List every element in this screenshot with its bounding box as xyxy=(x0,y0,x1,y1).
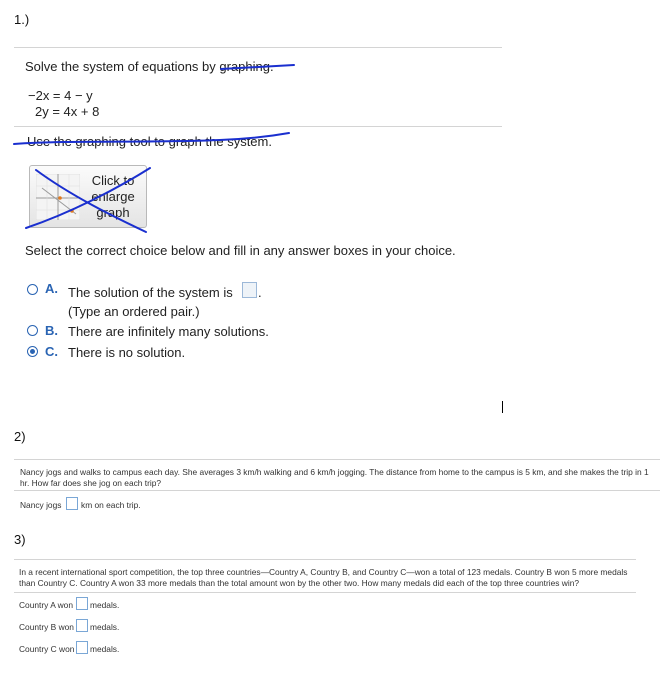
country-a-medals-input[interactable] xyxy=(76,597,88,610)
choice-b-letter: B. xyxy=(45,323,58,338)
equation-1: −2x = 4 − y xyxy=(28,88,93,103)
country-c-medals-input[interactable] xyxy=(76,641,88,654)
strike-tool-instruction-scribble xyxy=(14,133,289,144)
select-choice-prompt: Select the correct choice below and fill in any answer boxes in your choice. xyxy=(25,243,456,258)
choice-c-text: There is no solution. xyxy=(68,345,186,360)
choice-b-text: There are infinitely many solutions. xyxy=(68,324,269,339)
question-2-answer-suffix: km on each trip. xyxy=(81,500,141,510)
question-3-number: 3) xyxy=(14,532,26,547)
choice-c-letter: C. xyxy=(45,344,58,359)
country-c-label: Country C won xyxy=(19,644,75,654)
divider xyxy=(14,490,660,491)
graphing-tool-instruction: Use the graphing tool to graph the system. xyxy=(27,134,272,149)
country-a-suffix: medals. xyxy=(90,600,120,610)
choice-a-hint: (Type an ordered pair.) xyxy=(68,304,200,319)
country-b-label: Country B won xyxy=(19,622,74,632)
equation-2: 2y = 4x + 8 xyxy=(35,104,100,119)
question-2-text: Nancy jogs and walks to campus each day. She averages 3 km/h walking and 6 km/h jogging. The distance from home to the campus is 5 km, and she makes the trip in 1 hr. How far does she jog on each trip? xyxy=(20,467,649,488)
instruction-prefix: Solve the system of equations by xyxy=(25,59,220,74)
instruction-struck-word: graphing. xyxy=(219,59,274,74)
enlarge-graph-label: Click to enlarge graph xyxy=(91,173,135,220)
question-3-text: In a recent international sport competition, the top three countries—Country A, Country B, and Country C—won a total of 123 medals. Country B won 5 more medals than Country C. Country A won 33 more medals than the total amount won by the other two. How many medals did each of the top three countries win? xyxy=(19,567,628,588)
country-a-label: Country A won xyxy=(19,600,74,610)
divider xyxy=(14,459,660,460)
country-c-suffix: medals. xyxy=(90,644,120,654)
strike-graphing-scribble xyxy=(221,65,294,69)
jog-distance-input[interactable] xyxy=(66,497,78,510)
divider xyxy=(14,559,636,560)
choice-a-text: The solution of the system is xyxy=(68,285,233,300)
choice-a-period: . xyxy=(258,285,262,300)
choice-a-letter: A. xyxy=(45,281,58,296)
question-2-number: 2) xyxy=(14,429,26,444)
country-b-medals-input[interactable] xyxy=(76,619,88,632)
question-2-answer-label: Nancy jogs xyxy=(20,500,62,510)
country-b-suffix: medals. xyxy=(90,622,120,632)
divider xyxy=(14,592,636,593)
question-1-number: 1.) xyxy=(14,12,30,27)
